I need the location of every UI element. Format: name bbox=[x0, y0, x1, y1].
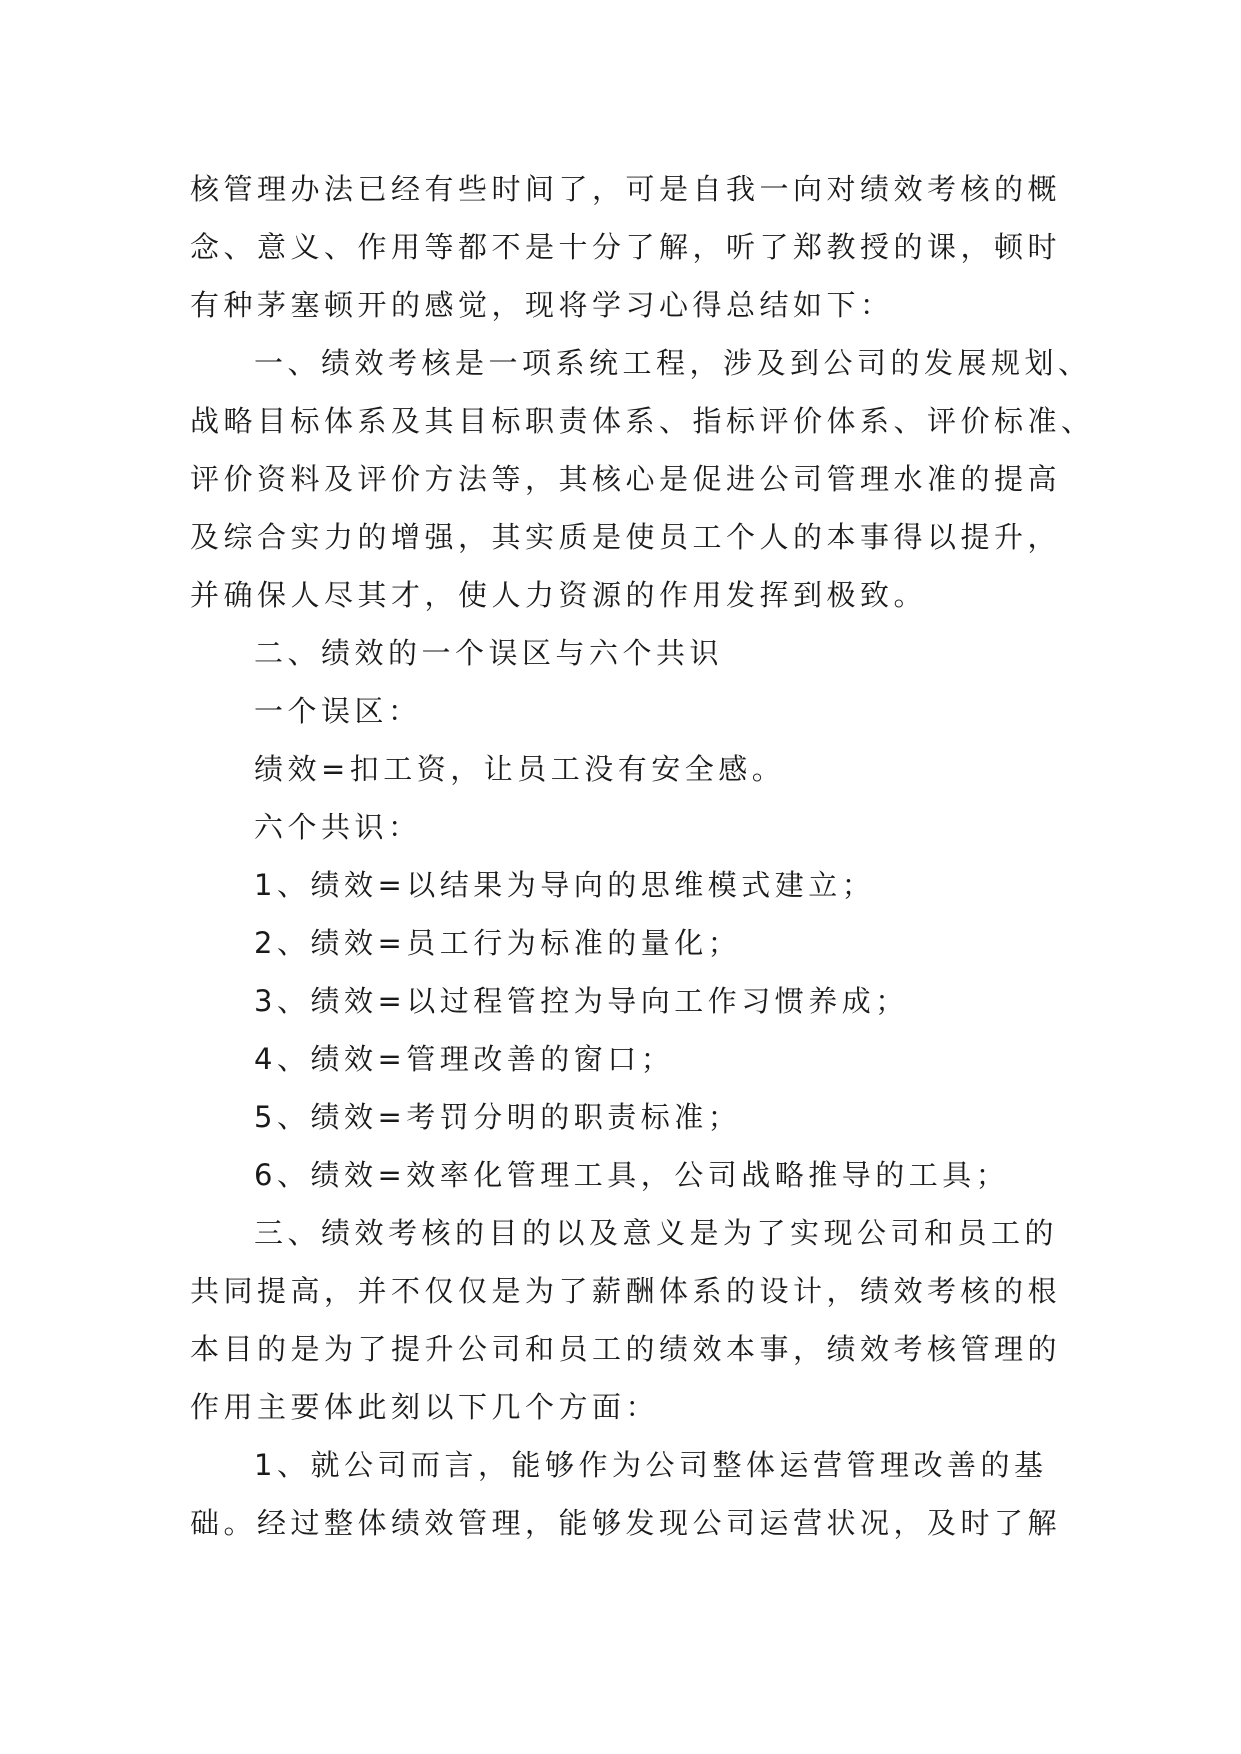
text-line: 作用主要体此刻以下几个方面： bbox=[190, 1390, 660, 1424]
consensus-item-2: 2、绩效=员工行为标准的量化； bbox=[254, 926, 742, 960]
consensus-item-1: 1、绩效=以结果为导向的思维模式建立； bbox=[254, 868, 876, 902]
section-heading-2: 二、绩效的一个误区与六个共识 bbox=[254, 636, 724, 670]
text-line: 本目的是为了提升公司和员工的绩效本事，绩效考核管理的 bbox=[190, 1332, 1062, 1366]
subheading-misconception: 一个误区： bbox=[254, 694, 422, 728]
point-1-start: 1、就公司而言，能够作为公司整体运营管理改善的基 bbox=[254, 1448, 1048, 1482]
text-line: 评价资料及评价方法等，其核心是促进公司管理水准的提高 bbox=[190, 462, 1062, 496]
text-line: 并确保人尽其才，使人力资源的作用发挥到极致。 bbox=[190, 578, 928, 612]
misconception-text: 绩效=扣工资，让员工没有安全感。 bbox=[254, 752, 786, 786]
text-line: 有种茅塞顿开的感觉，现将学习心得总结如下： bbox=[190, 288, 894, 322]
consensus-item-5: 5、绩效=考罚分明的职责标准； bbox=[254, 1100, 742, 1134]
paragraph-3-start: 三、绩效考核的目的以及意义是为了实现公司和员工的 bbox=[254, 1216, 1059, 1250]
consensus-item-3: 3、绩效=以过程管控为导向工作习惯养成； bbox=[254, 984, 909, 1018]
subheading-consensus: 六个共识： bbox=[254, 810, 422, 844]
text-line: 础。经过整体绩效管理，能够发现公司运营状况，及时了解 bbox=[190, 1506, 1062, 1540]
text-line: 共同提高，并不仅仅是为了薪酬体系的设计，绩效考核的根 bbox=[190, 1274, 1062, 1308]
paragraph-1-start: 一、绩效考核是一项系统工程，涉及到公司的发展规划、 bbox=[254, 346, 1092, 380]
body-text bbox=[190, 160, 1095, 1552]
text-line: 核管理办法已经有些时间了，可是自我一向对绩效考核的概 bbox=[190, 172, 1062, 206]
text-line: 战略目标体系及其目标职责体系、指标评价体系、评价标准、 bbox=[190, 404, 1095, 438]
text-line: 念、意义、作用等都不是十分了解，听了郑教授的课，顿时 bbox=[190, 230, 1062, 264]
consensus-item-6: 6、绩效=效率化管理工具，公司战略推导的工具； bbox=[254, 1158, 1010, 1192]
text-line: 及综合实力的增强，其实质是使员工个人的本事得以提升， bbox=[190, 520, 1062, 554]
consensus-item-4: 4、绩效=管理改善的窗口； bbox=[254, 1042, 675, 1076]
